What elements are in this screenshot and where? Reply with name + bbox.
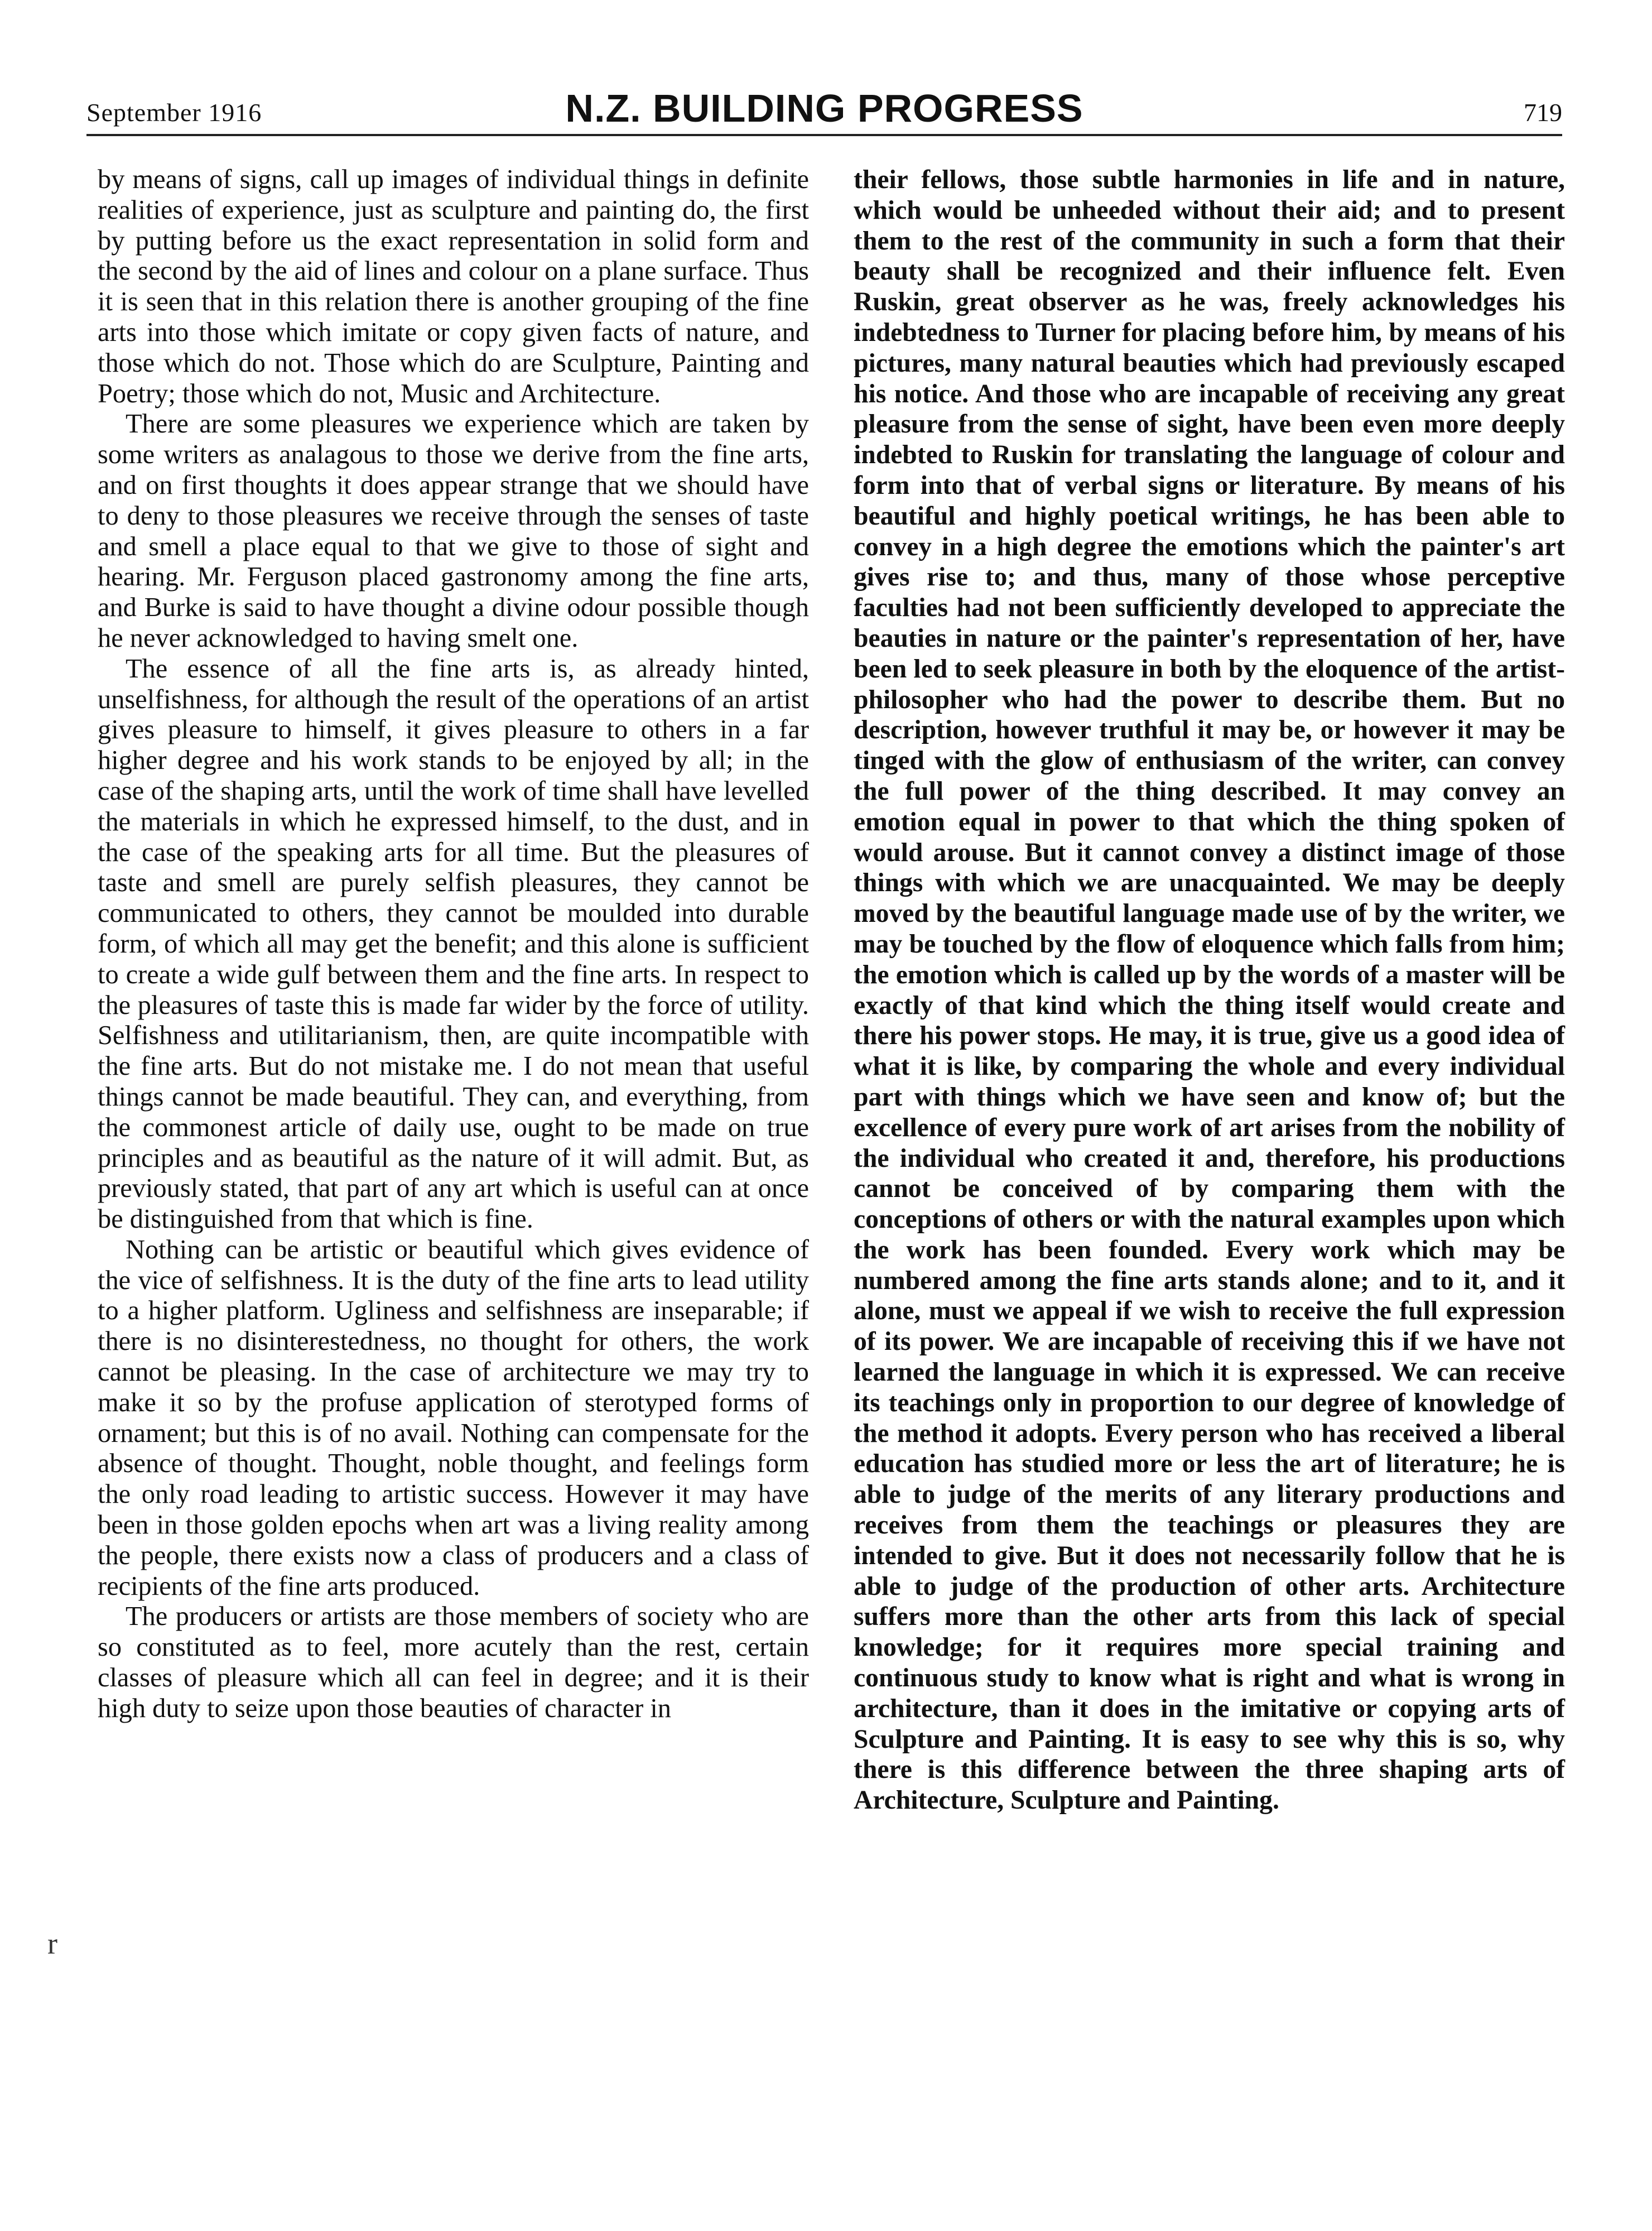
paragraph: their fellows, those subtle harmonies in life and in nature, which would be unheeded without their aid; and to present them to the rest of the community in such a form that their beauty shall be recognized and their influence felt. Even Ruskin, great observer as he was, freely acknowledges his indebtedness to Turner for placing before him, by means of his pictures, many natural beauties which had previously escaped his notice. And those who are incapable of receiving any great pleasure from the sense of sight, have been even more deeply indebted to Ruskin for translating the language of colour and form into that of verbal signs or literature. By means of his beautiful and highly poetical writings, he has been able to convey in a high degree the emotions which the painter's art gives rise to; and thus, many of those whose perceptive faculties had not been sufficiently developed to appreciate the beauties in nature or the painter's representation of her, have been led to seek pleasure in both by the eloquence of the artist-philosopher who had the power to describe them. But no description, however truthful it may be, or however it may be tinged with the glow of enthusiasm of the writer, can convey the full power of the thing described. It may convey an emotion equal in power to that which the thing spoken of would arouse. But it cannot convey a distinct image of those things with which we are unacquainted. We may be deeply moved by the beautiful language made use of by the writer, we may be touched by the flow of eloquence which falls from him; the emotion which is called up by the words of a master will be exactly of that kind which the thing itself would create and there his power stops. He may, it is true, give us a good idea of what it is like, by comparing the whole and every individual part with things which we have seen and know of; but the excellence of every pure work of art arises from the nobility of the individual who created it and, therefore, his productions cannot be conceived of by comparing them with the conceptions of others or with the natural examples upon which the work has been founded. Every work which may be numbered among the fine arts stands alone; and to it, and it alone, must we appeal if we wish to receive the full expression of its power. We are incapable of receiving this if we have not learned the language in which it is expressed. We can receive its teachings only in proportion to our degree of knowledge of the method it adopts. Every person who has received a liberal education has studied more or less the art of literature; he is able to judge of the merits of any literary productions and receives from them the teachings or pleasures they are intended to give. But it does not necessarily follow that he is able to judge of the production of other arts. Architecture suffers more than the other arts from this lack of special knowledge; for it requires more special training and continuous study to know what is right and what is wrong in architecture, than it does in the imitative or copying arts of Sculpture and Painting. It is easy to see why this is so, why there is this difference between the three shaping arts of Architecture, Sculpture and Painting. [854, 165, 1565, 1815]
margin-mark: r [47, 1927, 57, 1960]
paragraph: There are some pleasures we experience which are taken by some writers as analagous to those we derive from the fine arts, and on first thoughts it does appear strange that we should have to deny to those pleasures we receive through the senses of taste and smell a place equal to that we give to those of sight and hearing. Mr. Ferguson placed gastronomy among the fine arts, and Burke is said to have thought a divine odour possible though he never acknowledged to having smelt one. [98, 409, 809, 653]
left-column [98, 165, 809, 1724]
running-header [86, 84, 1562, 136]
page-number: 719 [1524, 98, 1562, 127]
publication-title: N.Z. BUILDING PROGRESS [565, 86, 1083, 130]
right-column [854, 165, 1565, 1816]
paragraph: Nothing can be artistic or beautiful which gives evidence of the vice of selfishness. It is the duty of the fine arts to lead utility to a higher platform. Ugliness and selfishness are inseparable; if there is no disinterestedness, no thought for others, the work cannot be pleasing. In the case of architecture we may try to make it so by the profuse application of sterotyped forms of ornament; but this is of no avail. Nothing can compensate for the absence of thought. Thought, noble thought, and feelings form the only road leading to artistic success. However it may have been in those golden epochs when art was a living reality among the people, there exists now a class of producers and a class of recipients of the fine arts produced. [98, 1234, 809, 1601]
paragraph: The essence of all the fine arts is, as already hinted, unselfishness, for although the result of the operations of an artist gives pleasure to himself, it gives pleasure to others in a far higher degree and his work stands to be enjoyed by all; in the case of the shaping arts, until the work of time shall have levelled the materials in which he expressed himself, to the dust, and in the case of the speaking arts for all time. But the pleasures of taste and smell are purely selfish pleasures, they cannot be communicated to others, they cannot be moulded into durable form, of which all may get the benefit; and this alone is sufficient to create a wide gulf between them and the fine arts. In respect to the pleasures of taste this is made far wider by the force of utility. Selfishness and utilitarianism, then, are quite incompatible with the fine arts. But do not mistake me. I do not mean that useful things cannot be made beautiful. They can, and everything, from the commonest article of daily use, ought to be made on true principles and as beautiful as the nature of it will admit. But, as previously stated, that part of any art which is useful can at once be distinguished from that which is fine. [98, 653, 809, 1234]
issue-date: September 1916 [86, 98, 262, 127]
paragraph: The producers or artists are those members of society who are so constituted as to feel, more acutely than the rest, certain classes of pleasure which all can feel in degree; and it is their high duty to seize upon those beauties of character in [98, 1602, 809, 1723]
paragraph: by means of signs, call up images of individual things in definite realities of experience, just as sculpture and painting do, the first by putting before us the exact representation in solid form and the second by the aid of lines and colour on a plane surface. Thus it is seen that in this relation there is another grouping of the fine arts into those which imitate or copy given facts of nature, and those which do not. Those which do are Sculpture, Painting and Poetry; those which do not, Music and Architecture. [98, 165, 809, 408]
